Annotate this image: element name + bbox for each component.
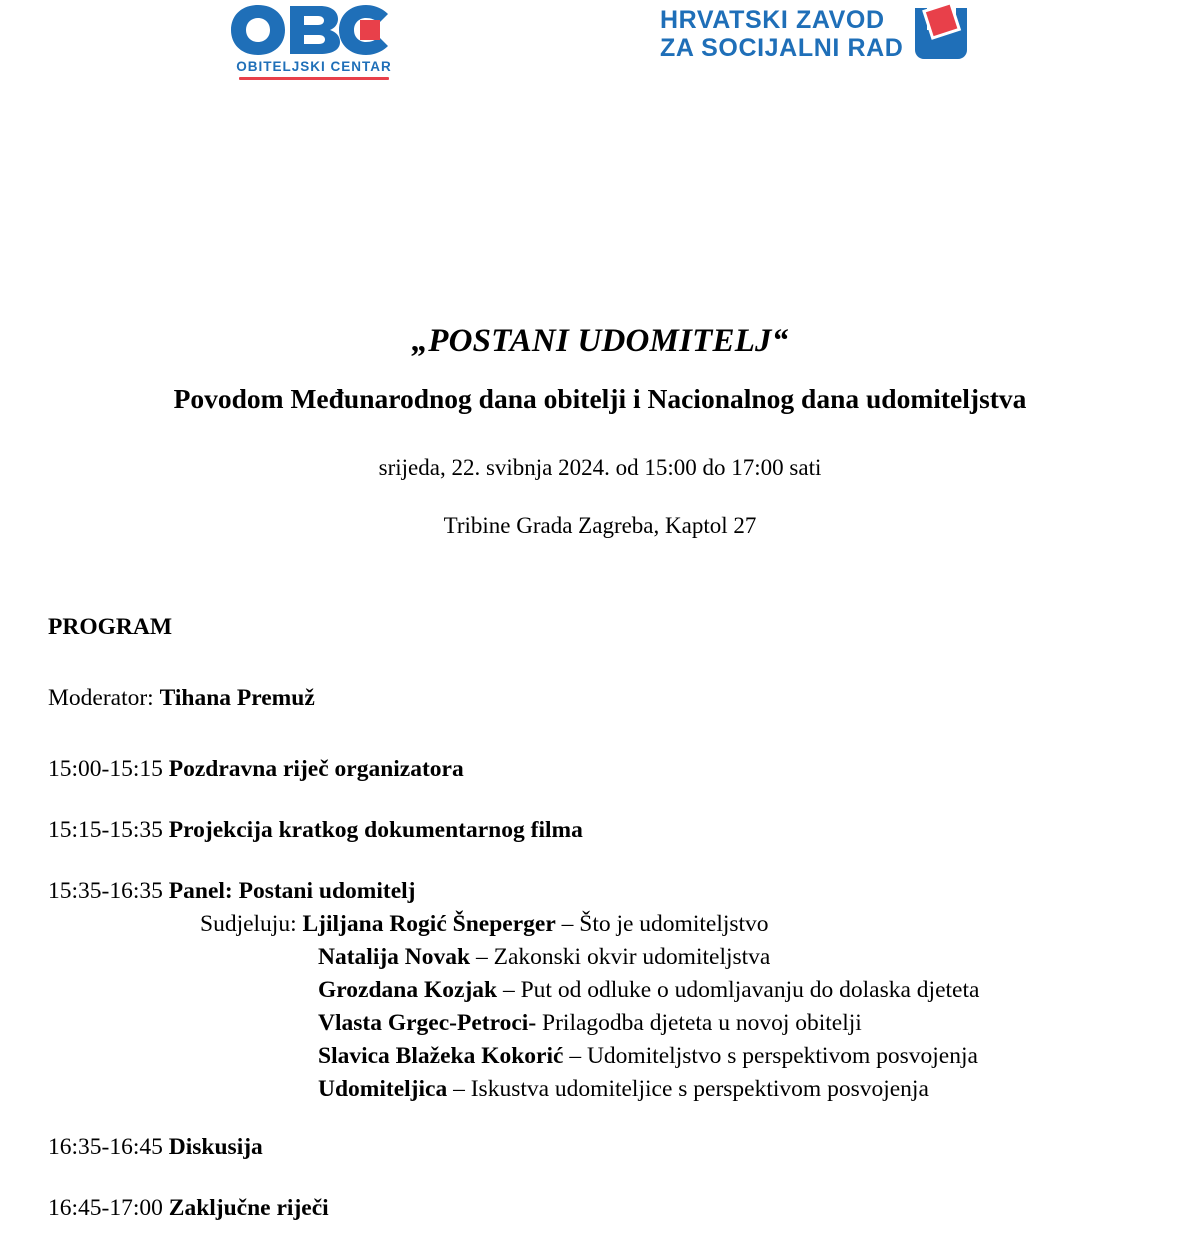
panelist-name: Slavica Blažeka Kokorić [318,1043,564,1070]
panelist-name: Vlasta Grgec-Petroci- [318,1010,537,1037]
agenda-item [48,754,1152,784]
agenda-item-time: 16:35-16:45 [48,1134,169,1161]
participants-label: Sudjeluju: [200,911,303,938]
logo-bar [0,0,1200,95]
event-location: Tribine Grada Zagreba, Kaptol 27 [443,513,757,539]
hzsr-wordmark [660,6,903,62]
agenda-item-time: 15:00-15:15 [48,756,169,783]
list-item [200,1007,1152,1040]
agenda-item-time: 15:35-16:35 [48,878,169,905]
agenda-list [48,754,1152,1223]
panelist-topic: – Iskustva udomiteljice s perspektivom posvojenja [447,1076,929,1103]
list-item [200,908,1152,941]
panel-block [48,876,1152,1106]
agenda-item [48,1193,1152,1223]
program-heading: PROGRAM [48,614,173,641]
page-subtitle: Povodom Međunarodnog dana obitelji i Nacionalnog dana udomiteljstva [173,383,1027,415]
agenda-item-label: Zaključne riječi [168,1195,329,1222]
agenda-item-time: 16:45-17:00 [48,1195,169,1222]
agenda-item [48,1132,1152,1162]
panelist-topic: – Zakonski okvir udomiteljstva [470,944,771,971]
agenda-item-label: Projekcija kratkog dokumentarnog filma [168,817,583,844]
list-item [200,974,1152,1007]
obc-wordmark: OBITELJSKI CENTAR [236,59,392,74]
agenda-item-label: Diskusija [168,1134,263,1161]
agenda-item-label: Pozdravna riječ organizatora [168,756,464,783]
hzsr-wordmark-line2: ZA SOCIJALNI RAD [660,34,904,62]
list-item [200,1040,1152,1073]
top-spacer [48,95,1152,300]
panelist-name: Natalija Novak [318,944,471,971]
panelist-name: Udomiteljica [318,1076,448,1103]
panelist-name: Grozdana Kozjak [318,977,498,1004]
list-item [200,1073,1152,1106]
panelist-topic: – Udomiteljstvo s perspektivom posvojenja [563,1043,978,1070]
hzsr-hands-icon [911,2,969,62]
agenda-item-time: 15:15-15:35 [48,817,169,844]
panelist-topic: Prilagodba djeteta u novoj obitelji [536,1010,862,1037]
panelist-name: Ljiljana Rogić Šneperger [302,911,556,938]
obc-red-square-icon [360,20,380,40]
list-item [200,941,1152,974]
hzsr-logo [660,6,990,68]
hzsr-wordmark-line1: HRVATSKI ZAVOD [660,6,885,34]
agenda-item-label: Panel: Postani udomitelj [168,878,416,905]
agenda-item [48,876,1152,906]
panelist-list [48,908,1152,1106]
obc-mark-icon [228,2,400,58]
document-body [0,95,1200,1223]
panelist-topic: – Što je udomiteljstvo [555,911,769,938]
obc-underline-rule [239,77,389,80]
moderator-line [48,684,1152,712]
agenda-item [48,815,1152,845]
moderator-name: Tihana Premuž [159,685,315,712]
event-datetime: srijeda, 22. svibnja 2024. od 15:00 do 17:00 sati [378,455,822,481]
panelist-topic: – Put od odluke o udomljavanju do dolaska djeteta [497,977,980,1004]
page-title: „POSTANI UDOMITELJ“ [411,323,789,360]
obc-logo [228,2,400,84]
moderator-label: Moderator: [48,685,160,712]
